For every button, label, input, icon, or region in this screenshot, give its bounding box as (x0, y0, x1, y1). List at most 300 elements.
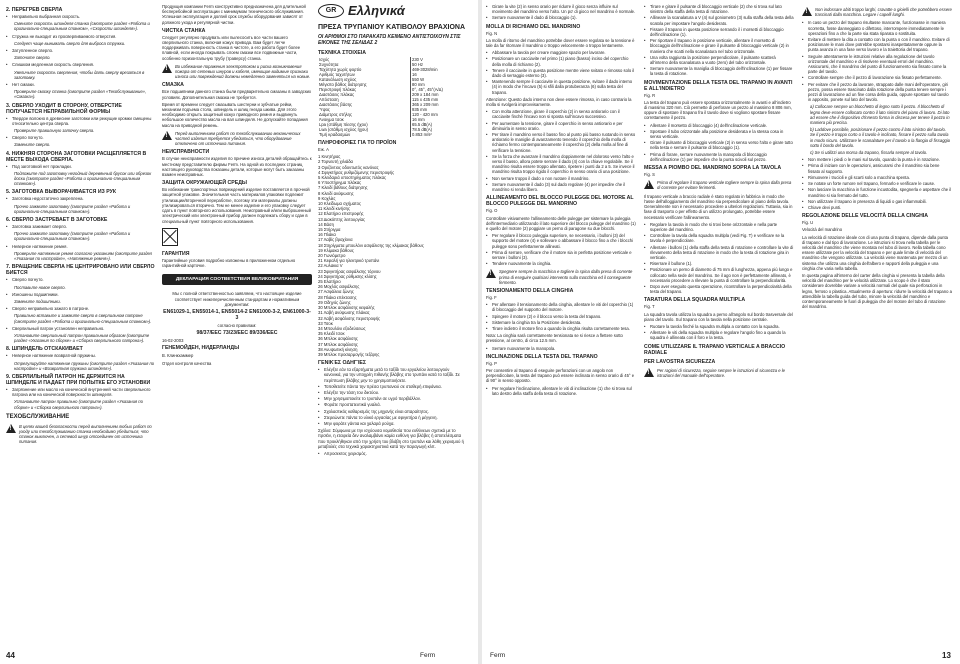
part-item: 12 Ελατήριο επιστροφής (318, 211, 364, 217)
section-heading: MOVIMENTAZIONE DELLA TESTA DEL TRAPANO IN AVANTI E ALL'INDIETRO (644, 79, 793, 92)
list-item: • Rimuovere i trucioli e gli scarti solo a macchina spenta. (802, 175, 952, 180)
left-column-1 (6, 4, 156, 448)
warning-text: Prima di regolare il trapano verticale togliere sempre la spina dalla presa di corrente per evitare ferimenti. (657, 180, 792, 191)
safety-note: Σχόλιο: Σύμφωνα με την ισχύουσα νομοθεσία που ευθύνεων σχετικά με το προϊόν, η εταιρεία δεν αναλαμβάνει καμία ευθύνη για βλάβες ή αποτελέσματα που προκλήθηκαν από την χρήση του βλάβη στο τρυπάνι και λάθη χειρισμού ή μεταβολές στα τεχνικά χαρακτηριστικά κατά την παραγωγή κλπ. (318, 428, 464, 449)
signatory-role: Отдел контроля качества (162, 360, 212, 366)
list-item: • Serrare nuovamente il dado (3) sul dado regolare (4) per impedire che il mandrino si renda libero. (486, 182, 636, 192)
spec-label: Άνοιγμα τσοκ (318, 117, 411, 122)
part-item: 5 Κλειδαριά υποστηρίγματος πλάκας (318, 175, 387, 181)
list-item: • Dopo aver eseguito questa operazione, ricontrollare la perpendicolarità della testa del trapano. (644, 284, 794, 294)
paragraph: Следует регулярно продувать или пылесосить все части вашего сверлильного станка, включая кожух привода. Вам будет легче поддерживать поверхность станка в чистоте, а его работа будет более плавной, если иногда покрывать слоем смазки все подвижные части, особенно горизонтальную трубу (траверсу) станка. (162, 34, 301, 61)
spec-label: Ισχύς (318, 57, 411, 62)
instruction-note: Замените сверло. (14, 142, 51, 148)
bullet-list (6, 277, 156, 282)
paragraph: Fig. O (486, 208, 498, 214)
part-item: 7 Κλειδί βάθους διάτρησης (318, 185, 368, 191)
instruction-note: Увеличьте скорость сверления, чтобы дать сверлу врезаться в заготовку. (14, 69, 145, 80)
section-heading: TENSIONAMENTO DELLA CINGHIA (486, 287, 574, 294)
part-item: 24 Σφιγκτήρας ρύθμισης κλίσης (318, 273, 377, 279)
list-item: • Φοράτε προστατευτικά γυαλιά. (318, 402, 468, 407)
bullet-list (486, 346, 636, 351)
part-item: 19 Κλίμακα βάθους (318, 247, 354, 253)
instruction-note: Проверьте смазку станка (смотрите раздел «Техобслуживание», «Смазка»). (14, 89, 147, 100)
right-page-number: 13 (942, 651, 951, 660)
section-heading: 4. НИЖНЯЯ СТОРОНА ЗАГОТОВКИ РАСЩЕПЛЯЕТСЯ В МЕСТЕ ВЫХОДА СВЕРЛА. (6, 150, 147, 163)
list-item: • Girare la vite (2) in senso orario per ridurre il gioco senza influire sul movimento del mandrino verso l'alto. Un po' di gioco nel mandrino è normale. (486, 4, 636, 14)
according-label: согласно правилам: (217, 322, 257, 328)
spec-value: 365 x 209 mm (412, 102, 439, 107)
warning-note (644, 368, 794, 378)
list-item: • Riserrare il bullone (1). (644, 261, 794, 266)
list-item: • Загрязнение или масло на конической внутренней части сверлильного патрона или на конической поверхности шпинделя. (6, 387, 156, 397)
right-column-3 (802, 4, 952, 311)
bullet-list (486, 233, 636, 266)
list-item: • Allineare la scanalatura a V (4) sul goniometro (3) sulla staffa della testa della scatola per impostare l'angolo desiderato. (644, 15, 794, 25)
part-item: 30 Μπλοκ ασφάλισης κεφαλής (318, 305, 375, 311)
bullet-list (486, 302, 636, 331)
instruction-note: a) Collocare sempre un blocchetto di legno sotto il pezzo. Il blocchetto di legno deve essere collocato contro il lato sinistro del piano di lavoro. Di lato ad essere che il dispositivo d'innesto forma in discesa per tenere il pezzo in maniera più precisa. (810, 104, 950, 126)
list-item: • Evitare di mettere la dita a contatto con la punta o con il mandrino. Evitare di posizionare le mani dove potrebbe spostarsi inaspettatamente oppure la punta avanza in una fase verso lavoro e la traiettoria del trapano. (802, 37, 952, 53)
bullet-list (6, 353, 156, 358)
part-item: 2 Τορνευτή χιλιάδα (318, 159, 353, 165)
instruction-note: Заточите сверло. (14, 55, 51, 61)
list-item: • Ελέγξτε εάν τα εξαρτήματα μετά το ταξίδι του εργαλείου λειτουργούν κανονικά, για την υποχρέη πιθανής βλάβης στο τρυπάνι κατά το ταξίδι. Σε περίπτωση βλάβης μην το χρησιμοποιήσετε. (318, 367, 468, 383)
list-item: • Posizionare un cacciavite nel primo (1) piano (basso) inciso del coperchio della molla di richiamo (2). (486, 56, 636, 66)
language-name: Ελληνικά (348, 4, 405, 19)
bullet-list (486, 386, 636, 396)
instruction-note: Правильно вставьте и зажмите сверло в сверлильном патроне (смотрите раздел «Работа и оригинально-специальным станком»). (14, 313, 152, 324)
spec-value: 65.5 dB(A) (412, 122, 433, 127)
list-item: • Στερεώνετε πάντα το υλικό εργασίας με σφιγκτήρα ή μέγγενη. (318, 415, 468, 420)
list-item: • Per riportare il trapano in posizione verticale, allentare il morsetto di bloccaggio dell'inclinazione e girare il pulsante di bloccaggio verticale (2) in maniera che scatti nella scanalatura nel tubo orizzontale. (644, 38, 794, 54)
list-item: • Chiave devi punti. (802, 205, 952, 210)
manual-title: ΠΡΕΣΑ ΤΡΥΠΑΝΙΟΥ ΚΑΤΙΒΟΛΟΥ ΒΡΑΧΙΟΝΑ (318, 24, 466, 31)
paragraph: Velocità del mandrino (802, 227, 843, 233)
spec-label: Τιμή κραδασμών (318, 132, 411, 137)
warning-icon (644, 180, 654, 189)
list-item: • Non serrare troppo il dado o non ruotare il mandrino. (486, 176, 636, 181)
paragraph: Время от времени следует смазывать шестерни и зубчатые рейки, механизм подъема стола, шпиндель и шлиц гнезда шкива. Для этого необходимо открыть защитный кожух приводного ремня и выдвинуть небольшое количество масла на вал шпинделя. Не допускайте попадания масла на приводной ремень. (162, 101, 308, 128)
list-item: • Con molta attenzione, girare il coperchio (2) in senso antiorario con il cacciavite finché l'incavo non si sposta sull'incavo successivo. (486, 109, 636, 119)
bullet-list (6, 326, 156, 331)
part-item: 31 Λαβή ανύψωσης πλάκας (318, 310, 370, 316)
paragraph: La testa del trapano può essere spostata orizzontalmente in avanti e all'indietro di massimo 320 mm. Ciò permette di perforare un pezzo al massimo 8 806 mm, oppure di spostare il trapano fra il tavolo dove si vogliono spostare fissare correttamente il pezzo. (644, 99, 792, 121)
bullet-list (644, 4, 794, 77)
list-item: • Изношены подшипники. (6, 292, 156, 297)
spec-value: 115 x 435 mm (412, 97, 439, 102)
list-item: • Una volta raggiunta la posizione perpendicolare, il pulsante scatterà all'interno della scanalatura a vuoto (zero) del tubo orizzontale. (644, 55, 794, 65)
part-item: 6 Υποστήριγμα πλάκας (318, 180, 362, 186)
spec-label: Κατανάλωση ισχύος (318, 77, 411, 82)
spec-label: Αριθμός ταχυτήτων (318, 72, 411, 77)
right-page-brand: Ferm (490, 652, 506, 659)
bullet-list (802, 20, 952, 102)
warning-text: В целях вашей безопасности перед выполнением любых работ по уходу или техобслуживанию станка необходимо убедиться, что станок выключен, а сетевой шнур отсоединен от источника питания. (19, 423, 152, 445)
spec-value: 0.853 m/s² (412, 132, 432, 137)
list-item: • Заготовка недостаточно закреплена. (6, 196, 156, 201)
section-heading: INCLINAZIONE DELLA TESTA DEL TRAPANO (486, 353, 598, 360)
warning-text: Non indossare abiti troppo larghi, cravatte o gioielli che potrebbero essere trascinati dalla macchina. Legare i capelli lunghi. (815, 7, 952, 18)
left-column-2 (162, 4, 312, 368)
list-item: • Затупленное сверло. (6, 48, 156, 53)
list-item: • Per tirare il mandrino verso il basso fino al punto più basso ruotando in senso antiorario le maniglie di avanzamento tenendo il coperchio della molla di richiamo fermo contemporaneamente il coperchio (2) della molla al fine di verificare la tensione. (486, 132, 636, 153)
warning-icon (162, 131, 172, 140)
list-item: • Se la forza che avanzare il mandrino doppiamente nel doloroso verso l'alto e verso il basso, allora potete serrare il dado (4) con la chiave regolabile. Se il mandrino risulta essere troppo allentato, ripetere i punti da 2 a 5. Se invece il mandrino risulta troppo rigido il coperchio in senso orario di una posizione. (486, 154, 636, 175)
list-item: • Mantenendo sempre il cacciavite in questa posizione, svitare il dado interno (4) in modo che l'incavo (5) si sfili dalla protuberanza (6) sulla testa del trapano. (486, 79, 636, 95)
section-heading: MESSA A PIOMBO DEL MANDRINO SOPRA LA TAVOLA (644, 165, 782, 172)
part-item: 18 Στηρίγματα μπουλόνι ασφάλισης της κλίμακας βάθους (318, 242, 424, 248)
list-item: • Твердое волокно в древесине заготовки или режущие кромки смещены относительно центра сверла. (6, 116, 156, 126)
section-heading: 2. ПЕРЕГРЕВ СВЕРЛА (6, 7, 63, 13)
bullet-list (6, 387, 156, 397)
bullet-list (6, 116, 156, 126)
section-heading: 5. ЗАГОТОВКА ВЫВОРАЧИВАЕТСЯ ИЗ РУК (6, 189, 117, 196)
spec-label: Lwa (στάθμη ισχύος ήχου) (318, 127, 411, 132)
bullet-list (6, 135, 156, 140)
spec-value: 120 - 420 mm (412, 112, 438, 117)
spec-value: 209 x 184 mm (412, 92, 439, 97)
list-item: • Τοποθετείτε πάντα την πρέσα τρυπανιού σε σταθερή επιφάνεια. (318, 384, 468, 389)
part-item: 32 Λαβή ασφάλισης περιστροφής (318, 315, 381, 321)
spec-value: 0°, 45°, 45°(A/Δ) (412, 87, 443, 92)
left-column-3 (318, 4, 468, 458)
list-item: • Allentare i bulloni (1) della staffa della testa di rotazione e controllare la vite di rilevamento della testa di rotazione in modo che la testa di rotazione gira in verticale. (644, 245, 794, 261)
warning-note (162, 64, 312, 80)
list-item: • Fissare il trapano in questa posizione serrando il i morsetti di bloccaggio dell'inclinazione (1). (644, 27, 794, 37)
spec-value: 50 Hz (412, 62, 423, 67)
warning-text: Spegnere sempre la macchina e togliere la spina dalla presa di corrente prima di eseguire qualsiasi intervento sulla macchina ed il conseguente fermento. (499, 269, 633, 285)
section-heading: 7. ВРАЩЕНИЕ СВЕРЛА НЕ ЦЕНТРИРОВАНО ИЛИ СВЕРЛО БИЕТСЯ (6, 264, 155, 277)
directives-list: 98/37/EEC 73/23/EEC 89/336/EEC (196, 330, 278, 337)
warning-text: Во избежание поражения электротоком и риска возникновения пожара от сетевых шнуров и кабеля, имеющие видимые признаки износа или повреждений должны немедленно заменяться на новые. (175, 63, 311, 80)
safety-list-end (318, 451, 468, 456)
part-item: 10 Κλείδωμα σχήματος (318, 201, 361, 207)
part-item: 13 Διακόπτης λειτουργίας (318, 216, 366, 222)
bullet-list (6, 82, 156, 87)
list-item: • Сверло погнуто. (6, 277, 156, 282)
paragraph: Il trapano verticale a braccio radiale è stato regolato in fabbrica in modo che l'asse dell'alloggiamento del mandrino sia perpendicolare al piano della tavola. Generalmente non è necessario procedere a ulteriori regolazioni. Tuttavia, sia in fase di trasporto o per effetto di un utilizzo prolungato, potrebbe essere necessario verificare l'allineamento. (644, 193, 793, 220)
bullet-list (6, 34, 156, 39)
part-item: 21 Κεφαλή για ηλεκτρικό τρυπάνι (318, 258, 380, 264)
spec-label: Διάμετρος στήλης (318, 112, 411, 117)
part-item: 9 Κοχλίες (318, 195, 336, 201)
list-item: • Allentare il morsetto di bloccaggio (4) dell'inclinazione verticale. (644, 123, 794, 128)
part-item: 14 Βάση (318, 221, 334, 227)
instruction-note: Отрегулируйте натяжение пружины (смотрите раздел «Указания по настройке» и «Возвратная пружина шпинделя»). (14, 360, 155, 371)
list-item: • Spostare il tubo orizzontale alla posizione desiderata e la stessa cosa in senso verticale. (644, 129, 794, 139)
bullet-list (486, 4, 636, 21)
standards-list: EN61029-1, EN55014-1, EN55014-2 EN61000-3-2, EN61000-3-3 (163, 308, 311, 321)
list-item: • Per regolare il blocco puleggia superiore, se necessario, i bulloni (3) del supporto del motore (4) e sollevare o abbassare il blocco fino a che i blocchi pulegge sono perfettamente allineati. (486, 233, 636, 249)
warning-text: Per ragioni di sicurezza, seguire sempre le istruzioni di sicurezza e le istruzioni del manuale dell'operatore. (657, 367, 786, 378)
instruction-note: Проверьте правильную заточку сверла. (14, 128, 95, 134)
paragraph: Во избежание транспортных повреждений изделие поставляется в прочной защитной упаковке. Значительная часть материалов упаковки подлежит утилизации/вторичной переработке, поэтому эти материалы должны утилизироваться вторично. Тем не менее изделие и его упаковку следует сдать в пункт повторного использования. Неисправный и/или выброшенный электрический или электронный прибор должен подлежать сбору и сдан в специальный пункт повторного использования. (162, 187, 311, 224)
paragraph: Fig. S (644, 172, 655, 178)
part-item: 36 Μπλοκ ασφάλισης (318, 336, 358, 342)
list-item: • Non lasciare la macchina in funzione incustodita, spegnerla e aspettare che il mandrino si sia fermato del tutto. (802, 187, 952, 197)
spec-value: 469-3028/min (412, 67, 438, 72)
list-item: • Spingere il motore (2) e il blocco verso la testa del trapano. (486, 314, 636, 319)
paragraph: Fig. U (802, 220, 814, 226)
part-item: 20 Γωνιόμετρο (318, 253, 346, 259)
parts-heading: ΠΛΗΡΟΦΟΡΙΕΣ ΓΙΑ ΤΟ ΠΡΟΪΟΝ (318, 140, 397, 146)
warning-note (6, 424, 156, 445)
environment-icons (162, 226, 312, 248)
list-item: • In caso un pezzo del trapano risultasse mancante, funzionasse in maniera scorretta, fosse danneggiato o difettoso, interrompere immediatamente le operazioni fino a che la parte sia stata riparata o sostituita. (802, 20, 952, 36)
spec-value: 16 (412, 72, 417, 77)
part-item: 28 Πλάκα επέκτασης (318, 294, 357, 300)
paragraph: Fig. R (644, 92, 656, 98)
part-item: 22 Αυλακια V (318, 263, 343, 269)
warning-note (486, 269, 636, 285)
list-item: • Ελέγξτε την τάση του δικτύου. (318, 390, 468, 395)
list-item: • Сверлильный патрон установлен неправильно. (6, 326, 156, 331)
instruction-note: Прочно зажмите заготовку (смотрите раздел «Работа и оригинально-специальным станком»). (14, 203, 131, 214)
part-item: 1 Κινητήρας (318, 154, 341, 160)
bullet-list (6, 306, 156, 311)
paragraph: Продукция компании Ferm конструктивно предназначена для длительной бесперебойной эксплуатации с минимумом технического обслуживания. Успешная эксплуатация и долгий срок службы оборудования зависят от должного ухода и регулярной чистки. (162, 4, 306, 25)
instruction-note: c) Se si utilizzi una morsa da trapano, fissarla sempre al tavolo. (810, 150, 928, 156)
list-item: • Serrare nuovamente la maniglia di bloccaggio dell'inclinazione (1) per fissare la testa di rotazione. (644, 66, 794, 76)
list-item: • Сверло погнуто. (6, 135, 156, 140)
list-item: • Abbassare la tavola per creare maggiore spazio per lavorare. (486, 50, 636, 55)
spec-label: Lpa (στάθμη πίεσης ήχου) (318, 122, 411, 127)
list-item: • Controllare sempre che il pezzo di lavorazione sia fissato perfettamente. (802, 75, 952, 80)
section-heading: 6. СВЕРЛО ЗАСТРЕВАЕТ В ЗАГОТОВКЕ (6, 217, 108, 224)
list-item: • Girare il pulsante di bloccaggio verticale (2) in senso verso l'alto e girare tutto nella testa e serrare il pulsante di bloccaggio (1). (644, 140, 794, 150)
bullet-list (644, 123, 794, 162)
list-item: • Se notate un forte rumore nel trapano, fermarlo e verificare le cause. (802, 181, 952, 186)
list-item: • Нет смазки. (6, 82, 156, 87)
section-heading: REGOLAZIONE DELLE VELOCITÀ DELLA CINGHIA (802, 213, 929, 220)
list-item: • Non mettere i piedi o le mani sul tavolo, quando la punta è in rotazione. (802, 157, 952, 162)
part-item: 23 Σφιγκτήρας ασφάλισης τόρνου (318, 268, 381, 274)
bullet-list (6, 164, 156, 169)
specs-row (318, 132, 458, 137)
section-heading: MOLLA DI RICHIAMO DEL MANDRINO (486, 23, 581, 30)
list-item: • Под заготовкой нет прокладки. (6, 164, 156, 169)
bullet-list (644, 324, 794, 341)
warning-note (644, 180, 794, 190)
section-heading: ЗАЩИТА ОКРУЖАЮЩЕЙ СРЕДЫ (162, 180, 248, 187)
warning-icon (644, 368, 654, 377)
declaration-date: 16-02-2003 (162, 338, 184, 344)
section-heading: НЕИСПРАВНОСТИ (162, 149, 210, 156)
part-item: 33 Τσοκ (318, 320, 333, 326)
bullet-list (6, 196, 156, 201)
part-item: 35 Κλειδί τσοκ (318, 331, 345, 337)
list-item: • Regolare la tavola in modo che si trovi bene orizzontale e nella parte superiore del mandrino. (644, 222, 794, 232)
list-item: • Allentare le viti della squadra multipla e regolare l'angolo fino a quando la squadra è allineata con il foro e la testa. (644, 330, 794, 340)
list-item: • Prima di forare, serrare nuovamente la manopola di bloccaggio dell'inclinazione (1) per impedire che la punta scivoli sul pezzo. (644, 152, 794, 162)
spec-value: 550 W (412, 77, 425, 82)
declaration-banner: ДЕКЛАРАЦИЯ СООТВЕТСТВИЯ ВЕЛИКОБРИТАНИЯ (162, 274, 312, 285)
paragraph: Controllare visivamente l'allineamento delle pulegge per sistemare la puleggia dell'intermediario utilizzando il lato superiore del blocco pulegge del mandrino (1) e quello del motore (2) poggiare un perno di paragone su due blocchi. (486, 215, 636, 231)
list-item: • Сверло неправильно зажато в патроне. (6, 306, 156, 311)
section-heading: PER LAVOSTRA SICUREZZA (644, 358, 716, 365)
part-item: 29 Οδηγός ζώνης (318, 299, 351, 305)
left-page-brand: Ferm (420, 652, 436, 659)
warning-icon (6, 424, 16, 433)
spec-value: 230 V (412, 57, 423, 62)
list-item: • Tenere il cacciavite in questa posizione mentre viene svitato e rimosso solo il dado di serraggio esterno (3). (486, 68, 636, 78)
bullet-list (802, 157, 952, 210)
declaration-body: Мы с полной ответственностью заявляем, что настоящее изделие соответствует нижеперечисленным стандартам и нормативным документам: (172, 291, 302, 307)
list-item: • Per evitare che il pezzo da lavorare, strappato dalle mani dell'operatore, giri pezzo, possa essere trascinato dalla rotazione della punta tenere sempre i pezzi di lavorazione ad un fine corsa della guida, oppure spostare sul tavolo in apposito, ponete sul lato del tavolo. (802, 82, 952, 103)
bullet-list (6, 292, 156, 297)
warning-note (802, 7, 952, 17)
bullet-list (6, 62, 156, 67)
part-item: 38 Ανυψωτική κίνηση (318, 346, 358, 352)
warning-text: Перед выполнением работ по техобслуживанию механических частей изделия требуется убедиться, что оборудование отключено от источника питания. (175, 130, 301, 147)
instruction-note: Замените подшипники. (14, 298, 61, 304)
spec-label: Συχνότητα (318, 62, 411, 67)
language-header (318, 4, 468, 18)
spec-label: Ταχύτητα χωρίς φορτίο (318, 67, 411, 72)
paragraph: La squadra tavola utilizza la squadra a perno all'angolo sul bordo trasversale del piano del tavolo. Sul trapano con la tavola nella posizione centrale. (644, 311, 793, 322)
list-item: • Controllare la tavola della squadra multipla (vedi Fig. T) e verificare se la tavola è perpendicolare. (644, 233, 794, 243)
manual-subtitle: ΟΙ ΑΡΙΘΜΟΙ ΣΤΟ ΠΑΡΑΚΑΤΩ ΚΕΙΜΕΝΟ ΑΝΤΙΣΤΟΙΧΟΥΝ ΣΤΙΣ ΕΙΚΟΝΕΣ ΤΗΣ ΣΕΛΙΔΑΣ 2 (318, 34, 461, 46)
crossed-bin-icon (162, 228, 178, 246)
spec-label: Απόσταση (318, 97, 411, 102)
bullet-list (6, 48, 156, 53)
part-item: 25 Ελατήριο (318, 279, 341, 285)
warning-note (162, 131, 312, 147)
list-item: • Неверное натяжение ремня. (6, 244, 156, 249)
list-item: • Απροσεκτος χειρισμός. (318, 451, 468, 456)
paragraph: Fig. N (486, 30, 498, 36)
bullet-list (6, 224, 156, 229)
spec-label: Διαστάσεις βάσης (318, 102, 411, 107)
bullet-list (486, 50, 636, 95)
list-item: • Prima di iniziare con le operazioni, assicurarsi che il mandrino sia bene fissato al supporto. (802, 163, 952, 173)
spec-label: Μέγιστο βάθος διάτρησης (318, 82, 411, 87)
parts-fig-ref: Εικ. A (318, 147, 329, 152)
bullet-list (6, 244, 156, 249)
spec-label: Ύψος (318, 107, 411, 112)
paragraph: Attenzione: Questo dado interno non deve essere rimosso, in caso contrario la molla si svolgerà improvvisamente. (486, 96, 632, 108)
safety-list (318, 367, 468, 426)
list-item: • Serrare nuovamente la manopola. (486, 346, 636, 351)
language-code-badge: GR (318, 4, 344, 18)
section-heading: ЧИСТКА СТАНКА (162, 27, 206, 34)
paragraph: Nota: La cinghia sarà correttamente tensionata se si riesce a flettere sotto pressione, al centro, di circa 12.5 mm. (486, 333, 623, 344)
right-column-2 (644, 4, 794, 381)
right-column-1 (486, 4, 636, 398)
list-item: • Слишком медленная скорость сверления. (6, 62, 156, 67)
list-item: • Per regolare l'inclinazione, allentare le viti di inclinazione (1) che si trova sul lato destro della staffa della testa di rotazione. (486, 386, 636, 396)
paragraph: La molla di ritorno del mandrino potrebbe dover essere regolata se la tensione è tale da far ritornare il mandrino o troppo velocemente o troppo lentamente. (486, 37, 635, 49)
instruction-note: Проверьте натяжение ремня согласно указаниям (смотрите раздел «Указания по настройке», «Натяжение ремня»). (14, 250, 153, 262)
list-item: • Posizionare un perno di diametro di 75 mm di lunghezza, appena più lungo e collocato nella sede del mandrino. Se il ago non è perfettamente allineato, è necessario procedere a rilevare la punta di controllare la perpendicolarità. (644, 267, 794, 283)
company-location: ГЕНЕМОЙДЕН, НИДЕРЛАНДЫ (162, 345, 240, 352)
instruction-note: Установите сверлильный патрон правильным образом (смотрите раздел «Указания по сборке» и «Сборка сверлильного патрона»). (14, 332, 150, 344)
list-item: • Ruotare la tavola finché la squadra multipla a contatto con la squadra. (644, 324, 794, 329)
part-item: 3 Οριζόντιος οδοντωτός κανόνας (318, 164, 379, 170)
section-heading: ALLINEAMENTO DEL BLOCCO PULEGGE DEL MOTORE AL BLOCCO PULEGGE DEL MANDRINO (486, 195, 634, 208)
warning-icon (802, 7, 812, 16)
spec-label: Διαστάσεις πλάκας (318, 92, 411, 97)
paragraph: Fig. F (486, 294, 497, 300)
part-item: 11 Κλειδί κινήσης (318, 206, 350, 212)
section-heading: 3. СВЕРЛО УХОДИТ В СТОРОНУ, ОТВЕРСТИЕ ПОЛУЧАЕТСЯ НЕПРАВИЛЬНОЙ ФОРМЫ (6, 102, 122, 115)
list-item: • Tirare indietro il motore fino a quando la cinghia risulta correttamente tesa. (486, 326, 636, 331)
paragraph: Per consentire al trapano di eseguire perforazioni con un angolo non perpendicolare, la testa del trapano può essere inclinata in senso orario di 45° e di 90° in senso opposto. (486, 367, 635, 384)
section-heading: TARATURA DELLA SQUADRA MULTIPLA (644, 297, 746, 304)
part-item: 34 Μπουλόνι εξοδεύσεως (318, 325, 366, 331)
specs-heading: ΤΕΧΝΙΚΑ ΣΤΟΙΧΕΙΑ (318, 50, 366, 56)
list-item: • Sistemare la cinghia tra la Posizione desiderata. (486, 320, 636, 325)
list-item: • Per allentare il tensionamento della cinghia, allentare le viti del coperchio (1) di bloccaggio del supporto del motore. (486, 302, 636, 312)
part-item: 26 Μοχλός ασφάλισης (318, 284, 360, 290)
warning-icon (162, 64, 172, 73)
list-item: • Tendere nuovamente la cinghia. (486, 261, 636, 266)
bullet-list (644, 222, 794, 295)
section-heading: 9. СВЕРЛИЛЬНЫЙ ПАТРОН НЕ ДЕРЖИТСЯ НА ШПИНДЕЛЕ И ПАДАЕТ ПРИ ПОПЫТКЕ ЕГО УСТАНОВКИ (6, 373, 151, 386)
paragraph: In questa pagina all'interno del carter della cinghia vi presenta la tabella della velocità del mandrino per le velocità utilizzate. Lo scopo è che il stato considerare dovrebbe variare a velocità normali del quale sia perforazioni in legno, ferroso o plastica. Attualmente di apertura: ridurre la velocità del trapano a attendibile la tabella guida del tubo, minore la velocità del mandrino e contemporaneamente le fuori di puleggia che del motore del tubo di rotazione del mandrino. (802, 272, 952, 310)
list-item: • Tirare e girare il pulsante di bloccaggio verticale (2) che si trova sul lato sinistro della staffa della testa di rotazione. (644, 4, 794, 14)
list-item: • Неверное натяжение возвратной пружины. (6, 353, 156, 358)
list-item: • Serrare nuovamente il dado di bloccaggio (1). (486, 15, 636, 20)
paragraph: Fig. P (486, 360, 497, 366)
list-item: • Стружка не выходит из просверливаемого отверстия. (6, 34, 156, 39)
instruction-note: Следует чаще вынимать сверло для выброса стружки. (14, 40, 126, 46)
bullet-list (486, 109, 636, 192)
spec-value: 78.5 dB(A) (412, 127, 433, 132)
instruction-note: Поставьте новое сверло. (14, 284, 66, 290)
paragraph: Гарантийные условия подробно изложены в приложенном отдельно гарантийной карточке. (162, 257, 296, 268)
spec-value: 80 mm (412, 82, 425, 87)
part-item: 17 Λαβίς βραχίονα (318, 237, 353, 243)
list-item: • Prima di serrare, verificare che il motore sia in perfetta posizione verticale e serrare i bulloni (3). (486, 250, 636, 260)
spec-label: Περιστροφή πλάκας (318, 87, 411, 92)
part-item: 27 Ασφάλεια ζώνης (318, 289, 354, 295)
paragraph: В случае неисправности изделия по причине износа деталей обращайтесь к местному представителю фирмы Ferm. На одной из последних страниц настоящего руководства показаны детали, которые могут быть заказаны взамен неисправных. (162, 156, 312, 178)
bullet-list (6, 14, 156, 19)
left-page (0, 0, 478, 664)
section-heading: COME UTILIZZARE IL TRAPANO VERTICALE A BRACCIO RADIALE (644, 343, 786, 356)
list-item: • Seguire attentamente le istruzioni relative alla regolazione del tavolo orizzontale del mandrino e di risolvere eventuali errori del mandrino. Assicurarsi, che il mandrino del punto di funzionamento sia fissato come la parte del tavolo. (802, 54, 952, 75)
section-heading: СМАЗКА (162, 82, 184, 89)
section-heading: 8. ШПИНДЕЛЬ ОТСКАКИВАЕТ (6, 346, 83, 353)
specs-table (318, 57, 458, 137)
spec-value: 16 mm (412, 117, 425, 122)
list-item: • Заготовка зажимает сверло. (6, 224, 156, 229)
instruction-note: Подложите под заготовку негодный деревянный брусок или обрезок доски (смотрите раздел «Работа и оригинально-специальным станком»). (14, 170, 152, 187)
part-item: 8 Κλειδί ανύψωσης (318, 190, 354, 196)
list-item: • Per aumentare la tensione, girare il coperchio in senso antiorario e per diminuirla in senso orario. (486, 121, 636, 131)
safety-heading: ΓΕΝΙΚΈΣ ΟΔΗΓΊΕΣ (318, 360, 367, 367)
instruction-note: Прочно зажмите заготовку (смотрите раздел «Работа и оригинально-специальным станком»). (14, 231, 131, 242)
part-item: 16 Πλάκα (318, 232, 336, 238)
right-page (482, 0, 960, 664)
warning-icon (486, 269, 496, 278)
part-item: 15 Στήριγμα (318, 227, 341, 233)
part-item: 39 Μπλοκ προσαρμογής τεζάρης (318, 351, 380, 357)
instruction-note: b) Laddove possibile, posizionare il pezzo contro il lato sinistro del tavolo. Se il pezzo è troppo corto o il tavolo è inclinato, fissare il pezzo sulla tavola in modo sicuro. Utilizzare le scanalature per il tavolo o la flangia di fissaggio sotto il bordo del tavolo. (810, 127, 951, 148)
spec-value: 935 mm (412, 107, 428, 112)
paragraph: Fig. T (644, 304, 655, 310)
paragraph: La velocità di rotazione ideale con di una punta di trapano, dipende dalla punta di trapano e dal tipo di lavorazione. Le istruzioni si trova nella tabella per le velocità del mandrino che viene montata nel tubo di lavoro. Nella tabella cono essere utilizzate per la velocità del trapano e per quale limite di velocità del mandrino che vengono utilizzate. La velocità viene mantenuta per mezzo di un sistema che utilizza una cinghia dell'albero e rapporti della puleggia e una cinghia che varia nella tabella. (802, 234, 948, 271)
signatory-name: В. Клинкхаммер (162, 353, 194, 359)
list-item: • Μην φοράτε γάντια και χαλαρά ρούχα. (318, 421, 468, 426)
part-item: 4 Σφιγκτήρας ρυθμιζόμενης περιστροφής (318, 169, 395, 175)
left-page-number: 44 (6, 651, 15, 660)
list-item: • Неправильно выбранная скорость. (6, 14, 156, 19)
paragraph: Все подшипники данного станка были предварительно смазаны в заводских условиях. Дополнительная смазка не требуется. (162, 89, 312, 100)
instruction-note: Установите патрон правильно (смотрите раздел «Указания по сборке» и «Сборка сверлильного патрона»). (14, 399, 143, 410)
list-item: • Non utilizzare il trapano in presenza di liquidi o gas infiammabili. (802, 199, 952, 204)
